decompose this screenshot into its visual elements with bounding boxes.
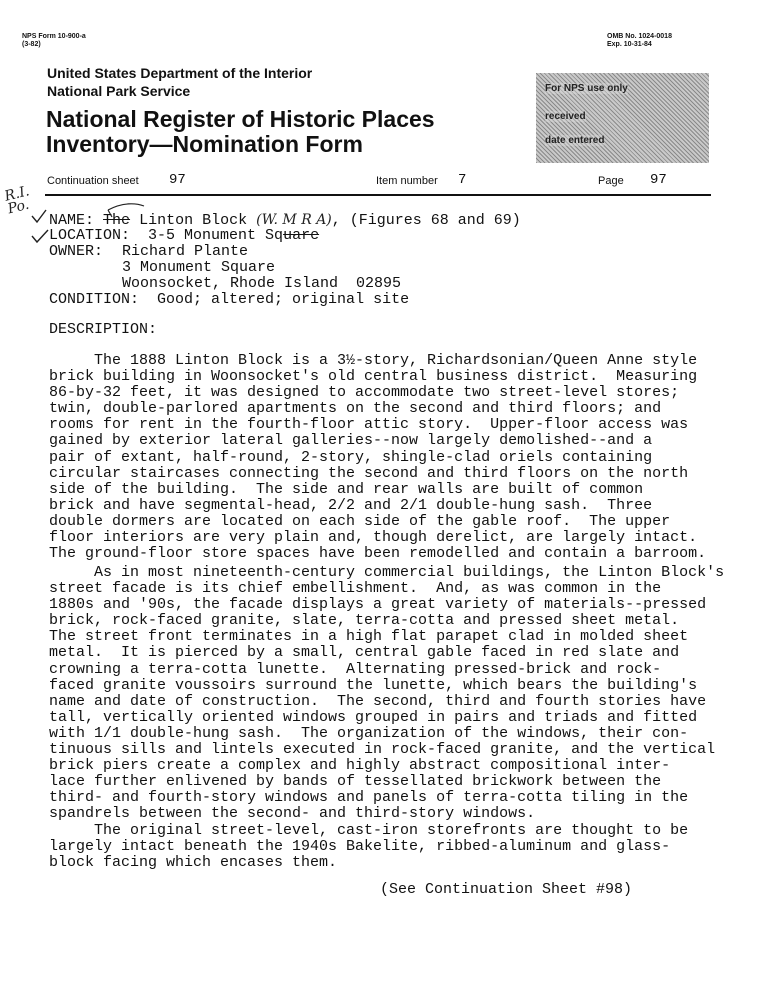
paragraph-line: circular staircases connecting the second and third floors on the north	[49, 464, 689, 482]
location-label: LOCATION:	[49, 227, 131, 244]
form-title-line1: National Register of Historic Places	[46, 106, 435, 132]
paragraph-line: third- and fourth-story windows and panels of terra-cotta tiling in the	[49, 789, 689, 807]
form-revision: (3-82)	[22, 41, 41, 48]
location-line	[49, 228, 319, 244]
paragraph-line: brick, rock-faced granite, slate, terra-cotta and pressed sheet metal.	[49, 612, 680, 630]
name-line: NAME: The Linton Block (W. M R A), (Figures 68 and 69)	[49, 212, 521, 229]
owner-city: Woonsocket, Rhode Island 02895	[122, 275, 402, 292]
paragraph-line: metal. It is pierced by a small, central gable faced in red slate and	[49, 644, 680, 662]
paragraph-line: block facing which encases them.	[49, 854, 338, 872]
paragraph-line: spandrels between the second- and third-story windows.	[49, 805, 536, 823]
header-rule	[45, 194, 711, 196]
omb-number: OMB No. 1024-0018	[607, 33, 672, 40]
paragraph-line: crowning a terra-cotta lunette. Alternating pressed-brick and rock-	[49, 660, 662, 678]
handwritten-margin-note: R.I. Po.	[2, 182, 36, 218]
owner-label: OWNER:	[49, 243, 104, 260]
page-value: 97	[650, 172, 667, 188]
item-number-label: Item number	[376, 175, 438, 187]
form-number: NPS Form 10-900-a	[22, 33, 86, 40]
paragraph-line: floor interiors are very plain and, though derelict, are largely intact.	[49, 529, 698, 547]
location-value: 3-5 Monument Sq	[148, 227, 284, 244]
paragraph-line: faced granite voussoirs surround the lunette, which bears the building's	[49, 676, 698, 694]
paragraph-line: The original street-level, cast-iron storefronts are thought to be	[49, 822, 689, 839]
received-label: received	[545, 111, 586, 122]
condition-value: Good; altered; original site	[157, 291, 410, 308]
item-number-value: 7	[458, 172, 467, 188]
paragraph-line: name and date of construction. The second, third and fourth stories have	[49, 692, 707, 710]
continuation-footer: (See Continuation Sheet #98)	[380, 881, 633, 898]
date-entered-label: date entered	[545, 135, 605, 146]
paragraph-line: twin, double-parlored apartments on the second and third floors; and	[49, 400, 662, 418]
paragraph-line: double dormers are located on each side of the gable roof. The upper	[49, 512, 671, 530]
paragraph-line: with 1/1 double-hung sash. The organization of the windows, their con-	[49, 724, 689, 742]
owner-street: 3 Monument Square	[122, 259, 276, 276]
paragraph-line: brick piers create a complex and highly abstract compositional inter-	[49, 757, 671, 775]
page-label: Page	[598, 175, 624, 187]
nps-use-label: For NPS use only	[545, 83, 628, 94]
paragraph-line: lace further enlivened by bands of tessellated brickwork between the	[49, 773, 662, 791]
nps-use-only-box	[536, 73, 709, 163]
location-struck-text: uare	[283, 227, 320, 244]
paragraph-line: side of the building. The side and rear walls are built of common	[49, 480, 644, 498]
service-name: National Park Service	[47, 83, 191, 99]
description-paragraph-2	[49, 565, 724, 823]
paragraph-line: The street front terminates in a high flat parapet clad in molded sheet	[49, 628, 689, 646]
paragraph-line: tall, vertically oriented windows grouped in pairs and triads and fitted	[49, 708, 698, 726]
paragraph-line: The ground-floor store spaces have been remodelled and contain a barroom.	[49, 545, 707, 563]
continuation-sheet-label: Continuation sheet	[47, 175, 139, 187]
paragraph-line: 1880s and '90s, the facade displays a great variety of materials--pressed	[49, 596, 707, 614]
paragraph-line: brick building in Woonsocket's old central business district. Measuring	[49, 368, 698, 386]
name-struck-word: The	[103, 212, 131, 229]
name-value: Linton Block	[139, 212, 248, 229]
owner-name: Richard Plante	[122, 243, 249, 260]
paragraph-line: The 1888 Linton Block is a 3½-story, Richardsonian/Queen Anne style	[49, 352, 698, 369]
paragraph-line: brick and have segmental-head, 2/2 and 2/1 double-hung sash. Three	[49, 496, 653, 514]
description-paragraph-1	[49, 353, 706, 562]
paragraph-line: gained by exterior lateral galleries--now largely demolished--and a	[49, 432, 653, 450]
paragraph-line: tinuous sills and lintels executed in rock-faced granite, and the vertical	[49, 741, 716, 759]
condition-label: CONDITION:	[49, 291, 140, 308]
expiration-date: Exp. 10-31-84	[607, 41, 652, 48]
paragraph-line: pair of extant, half-round, 2-story, shingle-clad oriels containing	[49, 448, 653, 466]
paragraph-line: 86-by-32 feet, it was designed to accommodate two street-level stores;	[49, 384, 680, 402]
paragraph-line: As in most nineteenth-century commercial buildings, the Linton Block's	[49, 564, 725, 581]
paragraph-line: rooms for rent in the fourth-floor attic story. Upper-floor access was	[49, 416, 689, 434]
description-paragraph-3	[49, 823, 688, 871]
condition-line	[49, 292, 409, 308]
name-figures: (Figures 68 and 69)	[349, 212, 521, 229]
name-label: NAME:	[49, 212, 95, 229]
description-heading: DESCRIPTION:	[49, 321, 158, 338]
handwritten-name-insert: (W. M R A)	[256, 212, 332, 228]
continuation-sheet-value: 97	[169, 172, 186, 188]
paragraph-line: street facade is its chief embellishment. And, as was common in the	[49, 580, 662, 598]
form-title-line2: Inventory—Nomination Form	[46, 131, 363, 157]
department-name: United States Department of the Interior	[47, 65, 313, 81]
paragraph-line: largely intact beneath the 1940s Bakelite, ribbed-aluminum and glass-	[49, 838, 671, 856]
